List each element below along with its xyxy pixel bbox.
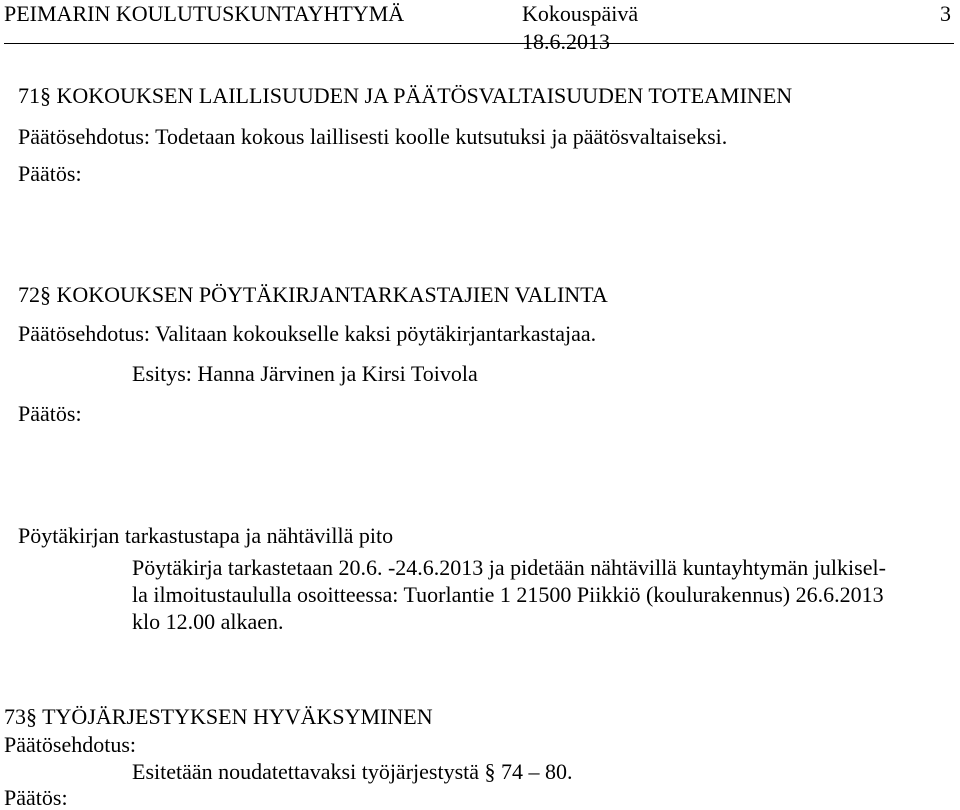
section-72-decision-label: Päätös: [18,401,82,426]
header-date: 18.6.2013 [522,29,610,54]
section-73-title: 73§ TYÖJÄRJESTYKSEN HYVÄKSYMINEN [4,704,433,729]
section-73-proposal-text: Esitetään noudatettavaksi työjärjestystä § 74 – 80. [132,759,573,784]
minutes-line-3: klo 12.00 alkaen. [132,609,284,634]
section-73-proposal-label: Päätösehdotus: [4,732,136,757]
minutes-line-2: la ilmoitustaululla osoitteessa: Tuorlantie 1 21500 Piikkiö (koulurakennus) 26.6.2013 [132,582,884,607]
section-73-decision-label: Päätös: [4,785,68,810]
header-divider [4,43,954,44]
minutes-line-1: Pöytäkirja tarkastetaan 20.6. -24.6.2013 ja pidetään nähtävillä kuntayhtymän julkisel- [132,555,886,580]
section-72-nomination: Esitys: Hanna Järvinen ja Kirsi Toivola [132,361,478,386]
section-72-proposal: Päätösehdotus: Valitaan kokoukselle kaksi pöytäkirjantarkastajaa. [18,321,597,346]
section-72-title: 72§ KOKOUKSEN PÖYTÄKIRJANTARKASTAJIEN VALINTA [18,282,608,307]
header-meeting-label: Kokouspäivä [522,1,639,26]
section-71-decision-label: Päätös: [18,161,82,186]
section-71-title: 71§ KOKOUKSEN LAILLISUUDEN JA PÄÄTÖSVALTAISUUDEN TOTEAMINEN [18,83,793,108]
header-organization: PEIMARIN KOULUTUSKUNTAYHTYMÄ [4,1,405,26]
section-71-proposal: Päätösehdotus: Todetaan kokous laillisesti koolle kutsutuksi ja päätösvaltaiseksi. [18,124,728,149]
header-page-number: 3 [940,1,951,26]
minutes-heading: Pöytäkirjan tarkastustapa ja nähtävillä pito [18,523,394,548]
